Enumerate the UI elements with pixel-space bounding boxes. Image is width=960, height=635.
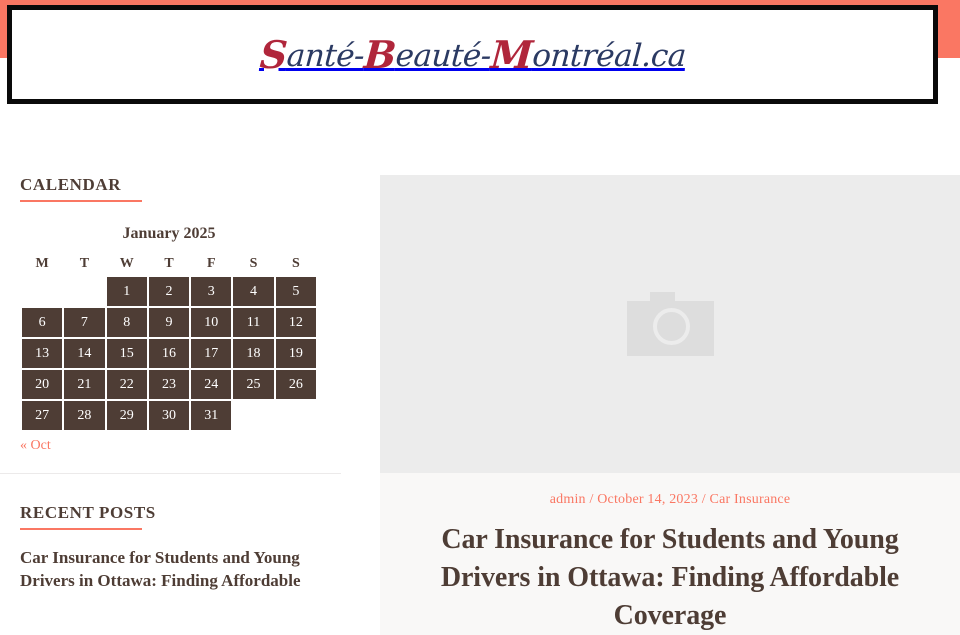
post-date-link[interactable]: October 14, 2023 [597, 492, 699, 507]
calendar-day-12: 12 [276, 308, 316, 337]
calendar-widget [0, 175, 341, 454]
calendar-week-row [22, 339, 316, 368]
calendar-day-31: 31 [191, 401, 231, 430]
recent-posts-widget-title: RECENT POSTS [0, 503, 341, 530]
calendar-day-19: 19 [276, 339, 316, 368]
calendar-weekday-4: F [206, 256, 216, 271]
logo-rest-3: ontréal.ca [530, 37, 687, 74]
calendar-day-empty [22, 277, 62, 306]
calendar-day-empty [233, 401, 273, 430]
recent-post-link[interactable]: Car Insurance for Students and Young Drivers in Ottawa: Finding Affordable [20, 548, 301, 591]
calendar-weekday-6: S [291, 256, 300, 271]
calendar-day-28: 28 [64, 401, 104, 430]
recent-posts-list [0, 530, 341, 593]
calendar-day-18: 18 [233, 339, 273, 368]
calendar-nav [0, 432, 341, 454]
calendar-weekday-1: T [79, 256, 90, 271]
page-content [0, 104, 960, 632]
post-category-link[interactable]: Car Insurance [709, 492, 791, 507]
calendar-day-10: 10 [191, 308, 231, 337]
site-header [7, 5, 938, 104]
calendar-day-25: 25 [233, 370, 273, 399]
main-content [380, 175, 960, 635]
logo-rest-1: anté- [285, 37, 365, 74]
logo-rest-2: eauté- [394, 37, 492, 74]
post-meta-separator-2: / [701, 492, 706, 507]
sidebar [0, 175, 341, 593]
calendar-week-row [22, 308, 316, 337]
calendar-day-15: 15 [107, 339, 147, 368]
calendar-day-3: 3 [191, 277, 231, 306]
calendar-week-row [22, 277, 316, 306]
post-body [380, 473, 960, 635]
placeholder-icon-lens [653, 308, 690, 345]
calendar-weekday-row [22, 253, 316, 275]
post-meta [424, 492, 916, 508]
calendar-day-27: 27 [22, 401, 62, 430]
logo-cap-s: S [258, 31, 289, 77]
logo-cap-b: B [362, 31, 397, 77]
logo-part-1 [258, 31, 365, 77]
calendar-weekday-0: M [35, 256, 49, 271]
calendar-table [20, 225, 318, 432]
calendar-widget-title: CALENDAR [0, 175, 341, 202]
recent-posts-widget [0, 474, 341, 593]
post-title-link[interactable]: Car Insurance for Students and Young Drivers in Ottawa: Finding Affordable Coverage [440, 524, 900, 632]
calendar-day-20: 20 [22, 370, 62, 399]
calendar-weekday-3: T [164, 256, 174, 271]
recent-post-item [20, 546, 319, 593]
calendar-day-7: 7 [64, 308, 104, 337]
calendar-week-row [22, 401, 316, 430]
calendar-day-1: 1 [107, 277, 147, 306]
calendar-day-2: 2 [149, 277, 189, 306]
calendar-day-29: 29 [107, 401, 147, 430]
calendar-day-9: 9 [149, 308, 189, 337]
calendar-day-8: 8 [107, 308, 147, 337]
calendar-day-5: 5 [276, 277, 316, 306]
placeholder-icon-bump [650, 292, 675, 301]
calendar-day-6: 6 [22, 308, 62, 337]
calendar-day-26: 26 [276, 370, 316, 399]
logo-cap-m: M [488, 31, 534, 77]
post-featured-image[interactable] [380, 175, 960, 473]
calendar-day-17: 17 [191, 339, 231, 368]
calendar-day-21: 21 [64, 370, 104, 399]
logo-part-3 [488, 31, 687, 77]
post-meta-separator-1: / [589, 492, 594, 507]
post-title [424, 521, 916, 635]
calendar-container [0, 202, 341, 432]
calendar-day-16: 16 [149, 339, 189, 368]
calendar-day-empty [64, 277, 104, 306]
site-logo[interactable] [258, 31, 687, 77]
calendar-weekday-5: S [249, 256, 258, 271]
calendar-day-13: 13 [22, 339, 62, 368]
calendar-day-24: 24 [191, 370, 231, 399]
calendar-month-label: January 2025 [122, 225, 216, 242]
calendar-day-14: 14 [64, 339, 104, 368]
calendar-weekday-2: W [119, 256, 134, 271]
calendar-prev-month-link[interactable]: « Oct [20, 438, 51, 453]
calendar-day-23: 23 [149, 370, 189, 399]
image-placeholder-icon [627, 292, 714, 356]
post-author-link[interactable]: admin [549, 492, 586, 507]
logo-part-2 [362, 31, 492, 77]
calendar-day-11: 11 [233, 308, 273, 337]
calendar-day-4: 4 [233, 277, 273, 306]
calendar-day-22: 22 [107, 370, 147, 399]
calendar-week-row [22, 370, 316, 399]
calendar-day-empty [276, 401, 316, 430]
calendar-body [22, 277, 316, 430]
calendar-day-30: 30 [149, 401, 189, 430]
